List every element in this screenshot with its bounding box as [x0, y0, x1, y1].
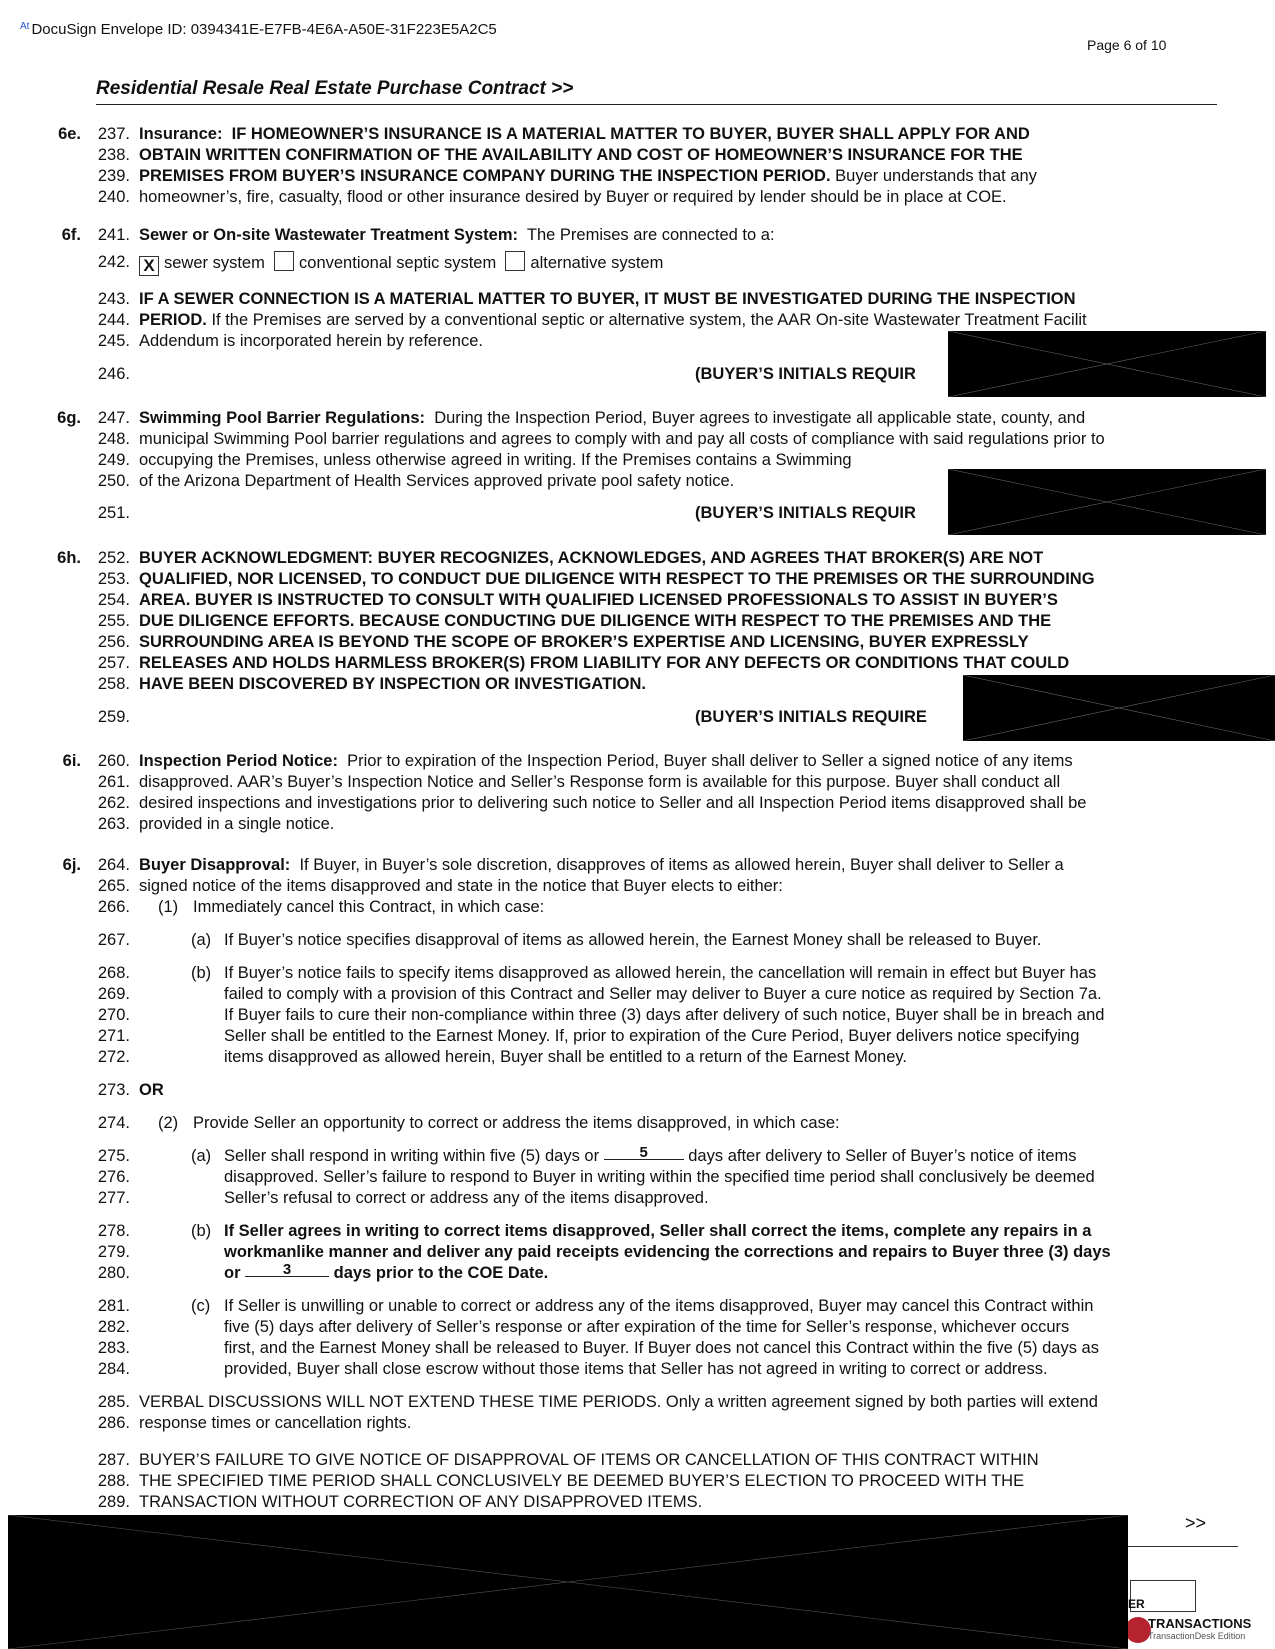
- line-238: OBTAIN WRITTEN CONFIRMATION OF THE AVAILABILITY AND COST OF HOMEOWNER’S INSURANCE FOR THE: [139, 146, 1023, 164]
- line-262: desired inspections and investigations prior to delivering such notice to Seller and all Inspection Period items disapproved shall be: [139, 794, 1087, 812]
- line-239: [139, 167, 1037, 186]
- marker-b: (b): [191, 964, 212, 982]
- line-number: 280.: [97, 1264, 130, 1282]
- line-271: Seller shall be entitled to the Earnest Money. If, prior to expiration of the Cure Period, Buyer delivers notice specifying: [224, 1027, 1080, 1045]
- logo-text: TRANSACTIONS: [1148, 1616, 1252, 1631]
- marker-a: (a): [191, 931, 212, 949]
- line-number: 284.: [97, 1360, 130, 1378]
- line-number: 271.: [97, 1027, 130, 1045]
- line-number: 285.: [97, 1393, 130, 1411]
- envelope-id-text: DocuSign Envelope ID: 0394341E-E7FB-4E6A-A50E-31F223E5A2C5: [31, 21, 497, 38]
- line-260-text: Prior to expiration of the Inspection Period, Buyer shall deliver to Seller a signed notice of any items: [347, 752, 1073, 770]
- document-title: Residential Resale Real Estate Purchase Contract >>: [96, 78, 574, 99]
- initials-required-label: (BUYER’S INITIALS REQUIR: [695, 365, 916, 383]
- line-number: 249.: [97, 451, 130, 469]
- pool-heading: Swimming Pool Barrier Regulations:: [139, 409, 426, 427]
- line-number: 272.: [97, 1048, 130, 1066]
- page-number: Page 6 of 10: [1087, 37, 1167, 53]
- line-280-end: days prior to the COE Date.: [329, 1264, 549, 1282]
- line-277: Seller’s refusal to correct or address any of the items disapproved.: [224, 1189, 709, 1207]
- line-number: 270.: [97, 1006, 130, 1024]
- line-number: 256.: [97, 633, 130, 651]
- redaction-box: [948, 331, 1266, 397]
- line-number: 279.: [97, 1243, 130, 1261]
- line-number: 241.: [97, 226, 130, 244]
- line-276: disapproved. Seller’s failure to respond to Buyer in writing within the specified time period shall conclusively be deemed: [224, 1168, 1095, 1186]
- line-254: AREA. BUYER IS INSTRUCTED TO CONSULT WITH QUALIFIED LICENSED PROFESSIONALS TO ASSIST IN BUYER’S: [139, 591, 1058, 609]
- line-268: If Buyer’s notice fails to specify items disapproved as allowed herein, the cancellation will remain in effect but Buyer has: [224, 964, 1097, 982]
- line-number: 242.: [97, 253, 130, 271]
- section-6h: 6h.: [57, 549, 81, 567]
- alternative-system-label: alternative system: [530, 254, 664, 272]
- line-275: [224, 1144, 1077, 1166]
- line-number: 283.: [97, 1339, 130, 1357]
- line-255: DUE DILIGENCE EFFORTS. BECAUSE CONDUCTING DUE DILIGENCE WITH RESPECT TO THE PREMISES AND THE: [139, 612, 1052, 630]
- line-280-start: or: [224, 1264, 246, 1282]
- line-237-text: IF HOMEOWNER’S INSURANCE IS A MATERIAL MATTER TO BUYER, BUYER SHALL APPLY FOR AND: [231, 125, 1030, 143]
- line-number: 261.: [97, 773, 130, 791]
- line-number: 281.: [97, 1297, 130, 1315]
- line-286: response times or cancellation rights.: [139, 1414, 412, 1432]
- line-273-or: OR: [139, 1081, 164, 1099]
- line-number: 255.: [97, 612, 130, 630]
- line-247-text: During the Inspection Period, Buyer agrees to investigate all applicable state, county, and: [434, 409, 1086, 427]
- line-number: 248.: [97, 430, 130, 448]
- line-275-start: Seller shall respond in writing within five (5) days or: [224, 1147, 604, 1165]
- line-256: SURROUNDING AREA IS BEYOND THE SCOPE OF BROKER’S EXPERTISE AND LICENSING, BUYER EXPRESSLY: [139, 633, 1029, 651]
- line-241-text: The Premises are connected to a:: [526, 226, 775, 244]
- line-249: occupying the Premises, unless otherwise agreed in writing. If the Premises contains a Swimming: [139, 451, 852, 469]
- redaction-box: [8, 1515, 1128, 1649]
- line-number: 254.: [97, 591, 130, 609]
- line-287: BUYER’S FAILURE TO GIVE NOTICE OF DISAPPROVAL OF ITEMS OR CANCELLATION OF THIS CONTRACT WITHIN: [139, 1451, 1039, 1469]
- line-284: provided, Buyer shall close escrow without those items that Seller has not agreed in writing to correct or address.: [224, 1360, 1048, 1378]
- line-244: [139, 311, 1087, 330]
- line-number: 258.: [97, 675, 130, 693]
- line-243: IF A SEWER CONNECTION IS A MATERIAL MATTER TO BUYER, IT MUST BE INVESTIGATED DURING THE INSPECTION: [139, 290, 1076, 308]
- line-248: municipal Swimming Pool barrier regulations and agrees to comply with and pay all costs of compliance with said regulations prior to: [139, 430, 1105, 448]
- line-number: 282.: [97, 1318, 130, 1336]
- notice-heading: Inspection Period Notice:: [139, 752, 338, 770]
- line-260: [139, 752, 1073, 771]
- line-272: items disapproved as allowed herein, Buyer shall be entitled to a return of the Earnest Money.: [224, 1048, 907, 1066]
- sewer-system-checkbox[interactable]: X: [139, 256, 159, 276]
- septic-system-label: conventional septic system: [299, 254, 497, 272]
- line-281: If Seller is unwilling or unable to correct or address any of the items disapproved, Buyer may cancel this Contract within: [224, 1297, 1094, 1315]
- line-number: 266.: [97, 898, 130, 916]
- line-number: 250.: [97, 472, 130, 490]
- line-number: 286.: [97, 1414, 130, 1432]
- line-237: [139, 125, 1030, 144]
- line-number: 267.: [97, 931, 130, 949]
- line-288: THE SPECIFIED TIME PERIOD SHALL CONCLUSIVELY BE DEEMED BUYER’S ELECTION TO PROCEED WITH THE: [139, 1472, 1025, 1490]
- line-number: 238.: [97, 146, 130, 164]
- sewer-heading: Sewer or On-site Wastewater Treatment System:: [139, 226, 519, 244]
- logo-subtext: TransactionDesk Edition: [1148, 1631, 1246, 1641]
- line-247: [139, 409, 1085, 428]
- line-264-text: If Buyer, in Buyer’s sole discretion, disapproves of items as allowed herein, Buyer shall deliver to Seller a: [299, 856, 1064, 874]
- continue-arrows: >>: [1185, 1513, 1207, 1533]
- marker-c: (c): [191, 1297, 211, 1315]
- line-279: workmanlike manner and deliver any paid receipts evidencing the corrections and repairs to Buyer three (3) days: [224, 1243, 1111, 1261]
- line-number: 264.: [97, 856, 130, 874]
- footer-er-label: ER: [1128, 1597, 1145, 1611]
- line-number: 277.: [97, 1189, 130, 1207]
- line-275-end: days after delivery to Seller of Buyer’s notice of items: [683, 1147, 1077, 1165]
- line-239-rest: Buyer understands that any: [830, 167, 1037, 185]
- line-number: 239.: [97, 167, 130, 185]
- line-number: 253.: [97, 570, 130, 588]
- line-number: 276.: [97, 1168, 130, 1186]
- line-number: 240.: [97, 188, 130, 206]
- docusign-mark: At: [20, 21, 30, 32]
- sewer-system-label: sewer system: [164, 254, 265, 272]
- line-number: 263.: [97, 815, 130, 833]
- prior-days-field[interactable]: 3: [245, 1264, 329, 1277]
- initials-required-label: (BUYER’S INITIALS REQUIRE: [695, 708, 927, 726]
- insurance-heading: Insurance:: [139, 125, 223, 143]
- line-270: If Buyer fails to cure their non-compliance within three (3) days after delivery of such notice, Buyer shall be in breach and: [224, 1006, 1105, 1024]
- marker-a: (a): [191, 1147, 212, 1165]
- section-6j: 6j.: [62, 856, 81, 874]
- line-number: 268.: [97, 964, 130, 982]
- line-number: 257.: [97, 654, 130, 672]
- line-250: of the Arizona Department of Health Services approved private pool safety notice.: [139, 472, 735, 490]
- line-265: signed notice of the items disapproved and state in the notice that Buyer elects to either:: [139, 877, 783, 895]
- respond-days-field[interactable]: 5: [604, 1147, 684, 1160]
- line-number: 259.: [97, 708, 130, 726]
- section-6i: 6i.: [62, 752, 81, 770]
- section-6e: 6e.: [58, 125, 81, 143]
- line-257: RELEASES AND HOLDS HARMLESS BROKER(S) FROM LIABILITY FOR ANY DEFECTS OR CONDITIONS THAT COULD: [139, 654, 1070, 672]
- line-number: 247.: [97, 409, 130, 427]
- section-6g: 6g.: [57, 409, 81, 427]
- line-number: 289.: [97, 1493, 130, 1511]
- envelope-id: [20, 21, 497, 38]
- line-289: TRANSACTION WITHOUT CORRECTION OF ANY DISAPPROVED ITEMS.: [139, 1493, 703, 1511]
- line-263: provided in a single notice.: [139, 815, 335, 833]
- line-269: failed to comply with a provision of this Contract and Seller may deliver to Buyer a cure notice as required by Section 7a.: [224, 985, 1102, 1003]
- line-number: 243.: [97, 290, 130, 308]
- disapproval-heading: Buyer Disapproval:: [139, 856, 291, 874]
- line-280: [224, 1261, 549, 1283]
- line-number: 244.: [97, 311, 130, 329]
- line-278: If Seller agrees in writing to correct items disapproved, Seller shall correct the items, complete any repairs in a: [224, 1222, 1092, 1240]
- line-242: [139, 251, 663, 276]
- line-number: 237.: [97, 125, 130, 143]
- line-number: 262.: [97, 794, 130, 812]
- redaction-box: [963, 675, 1275, 741]
- line-number: 260.: [97, 752, 130, 770]
- line-274: Provide Seller an opportunity to correct or address the items disapproved, in which case:: [193, 1114, 840, 1132]
- line-number: 287.: [97, 1451, 130, 1469]
- line-266: Immediately cancel this Contract, in which case:: [193, 898, 545, 916]
- line-258: HAVE BEEN DISCOVERED BY INSPECTION OR INVESTIGATION.: [139, 675, 646, 693]
- marker-2: (2): [158, 1114, 179, 1132]
- line-267: If Buyer’s notice specifies disapproval of items as allowed herein, the Earnest Money shall be released to Buyer.: [224, 931, 1042, 949]
- line-253: QUALIFIED, NOR LICENSED, TO CONDUCT DUE DILIGENCE WITH RESPECT TO THE PREMISES OR THE SURROUNDING: [139, 570, 1095, 588]
- septic-system-checkbox[interactable]: [274, 251, 294, 271]
- line-264: [139, 856, 1064, 875]
- line-261: disapproved. AAR’s Buyer’s Inspection Notice and Seller’s Response form is available for this purpose. Buyer shall conduct all: [139, 773, 1061, 791]
- line-number: 275.: [97, 1147, 130, 1165]
- transactions-logo: [1148, 1616, 1251, 1641]
- line-number: 274.: [97, 1114, 130, 1132]
- marker-1: (1): [158, 898, 179, 916]
- line-number: 288.: [97, 1472, 130, 1490]
- line-252: BUYER ACKNOWLEDGMENT: BUYER RECOGNIZES, ACKNOWLEDGES, AND AGREES THAT BROKER(S) ARE NOT: [139, 549, 1044, 567]
- initials-required-label: (BUYER’S INITIALS REQUIR: [695, 504, 916, 522]
- title-rule: [96, 104, 1217, 105]
- section-6f: 6f.: [61, 226, 81, 244]
- line-number: 251.: [97, 504, 130, 522]
- marker-b: (b): [191, 1222, 212, 1240]
- footer-rule: [1128, 1546, 1238, 1547]
- alternative-system-checkbox[interactable]: [505, 251, 525, 271]
- line-number: 265.: [97, 877, 130, 895]
- line-number: 252.: [97, 549, 130, 567]
- line-number: 246.: [97, 365, 130, 383]
- line-number: 278.: [97, 1222, 130, 1240]
- line-245: Addendum is incorporated herein by reference.: [139, 332, 483, 350]
- line-241: [139, 226, 775, 245]
- line-282: five (5) days after delivery of Seller’s response or after expiration of the time for Seller’s response, whichever occurs: [224, 1318, 1070, 1336]
- line-number: 245.: [97, 332, 130, 350]
- line-285: VERBAL DISCUSSIONS WILL NOT EXTEND THESE TIME PERIODS. Only a written agreement signed by both parties will extend: [139, 1393, 1098, 1411]
- line-283: first, and the Earnest Money shall be released to Buyer. If Buyer does not cancel this Contract within the five (5) days as: [224, 1339, 1099, 1357]
- line-number: 269.: [97, 985, 130, 1003]
- line-239-bold: PREMISES FROM BUYER’S INSURANCE COMPANY DURING THE INSPECTION PERIOD.: [139, 167, 831, 185]
- line-240: homeowner’s, fire, casualty, flood or other insurance desired by Buyer or required by lender should be in place at COE.: [139, 188, 1007, 206]
- line-244-rest: If the Premises are served by a conventional septic or alternative system, the AAR On-site Wastewater Treatment Facilit: [206, 311, 1087, 329]
- line-244-bold: PERIOD.: [139, 311, 207, 329]
- line-number: 273.: [97, 1081, 130, 1099]
- redaction-box: [948, 469, 1266, 535]
